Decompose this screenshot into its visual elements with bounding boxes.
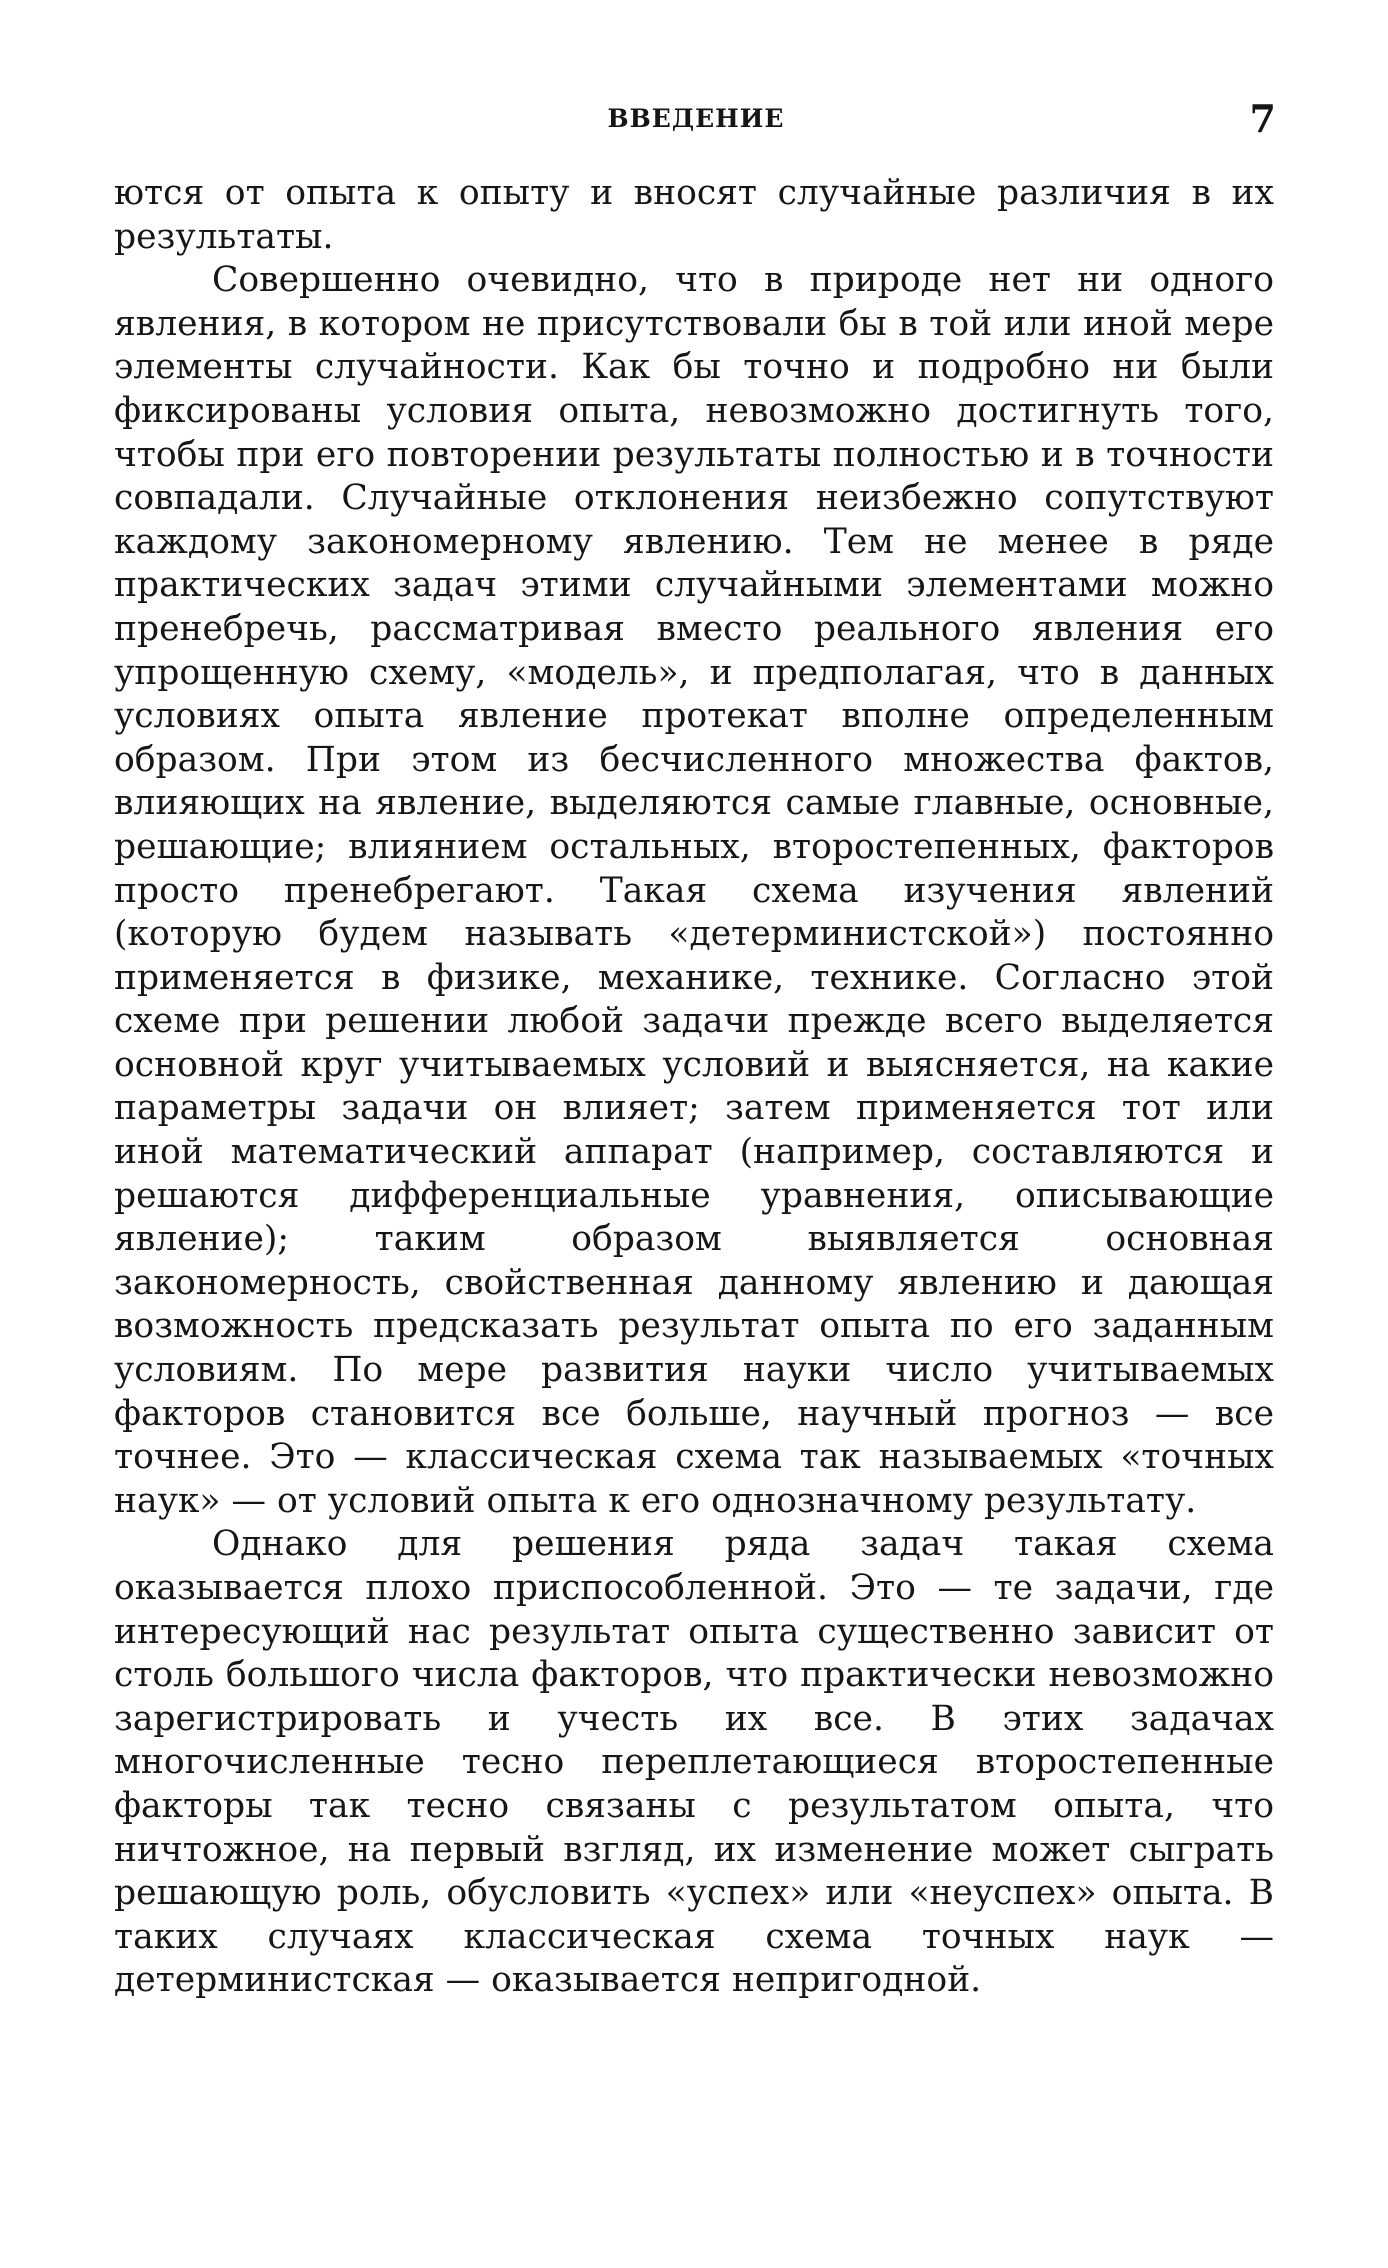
paragraph: Совершенно очевидно, что в природе нет ни одного явления, в котором не присутствовали бы в той или иной мере элементы случайности. Как бы точно и подробно ни были фиксированы условия опыта, невозможно достигнуть того, чтобы при его повторении результаты полностью и в точности совпадали. Случайные отклонения неизбежно сопутствуют каждому закономерному явлению. Тем не менее в ряде практических задач этими случайными элементами можно пренебречь, рассматривая вместо реального явления его упрощенную схему, «модель», и предполагая, что в данных условиях опыта явление протекат вполне определенным образом. При этом из бесчисленного множества фактов, влияющих на явление, выделяются самые главные, основные, решающие; влиянием остальных, второстепенных, факторов просто пренебрегают. Такая схема изучения явлений (которую будем называть «детерминистской») постоянно применяется в физике, механике, технике. Согласно этой схеме при решении любой задачи прежде всего выделяется основной круг учитываемых условий и выясняется, на какие параметры задачи он влияет; затем применяется тот или иной математический аппарат (например, составляются и решаются дифференциальные уравнения, описывающие явление); таким образом выявляется основная закономерность, свойственная данному явлению и дающая возможность предсказать результат опыта по его заданным условиям. По мере развития науки число учитываемых факторов становится все больше, научный прогноз — все точнее. Это — классическая схема так называемых «точных наук» — от условий опыта к его однозначному результату. [114,260,1274,1521]
page-number: 7 [1249,96,1276,141]
running-title: ВВЕДЕНИЕ [607,104,785,133]
paragraph: Однако для решения ряда задач такая схема оказывается плохо приспособленной. Это — те задачи, где интересующий нас результат опыта существенно зависит от столь большого числа факторов, что практически невозможно зарегистрировать и учесть их все. В этих задачах многочисленные тесно переплетающиеся второстепенные факторы так тесно связаны с результатом опыта, что ничтожное, на первый взгляд, их изменение может сыграть решающую роль, обусловить «успех» или «неуспех» опыта. В таких случаях классическая схема точных наук — детерминистская — оказывается непригодной. [114,1524,1274,2001]
body-text [114,172,1274,2003]
paragraph-continuation: ются от опыта к опыту и вносят случайные различия в их результаты. [114,173,1274,257]
running-head [116,96,1276,141]
